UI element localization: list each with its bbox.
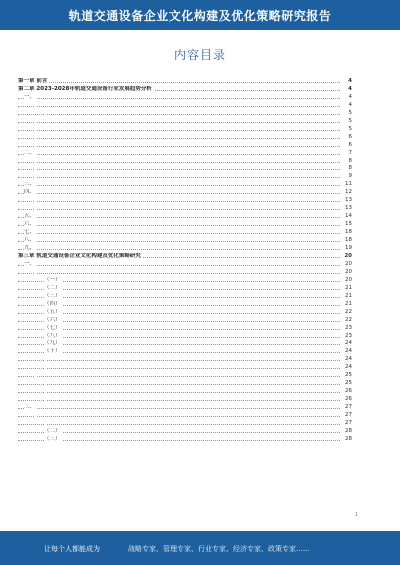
toc-entry-page: 26 (345, 396, 352, 403)
toc-entry[interactable] (18, 118, 352, 126)
toc-entry[interactable] (18, 348, 352, 356)
toc-entry[interactable] (18, 380, 352, 388)
toc-leader-dots (18, 193, 340, 194)
toc-entry[interactable] (18, 102, 352, 110)
toc-entry[interactable] (18, 173, 352, 181)
toc-entry-page: 23 (345, 324, 352, 331)
toc-chapter-entry[interactable] (18, 78, 352, 86)
toc-entry-text: 八、 (24, 237, 36, 244)
toc-entry-page: 25 (345, 372, 352, 379)
toc-entry-text (44, 420, 46, 426)
toc-entry-page: 20 (345, 276, 352, 283)
toc-entry[interactable] (18, 372, 352, 380)
toc-entry[interactable] (18, 317, 352, 325)
report-header-bar (0, 0, 400, 30)
toc-entry-text: 四、 (24, 189, 36, 196)
toc-entry-page: 24 (345, 348, 352, 355)
toc-entry-page: 4 (348, 93, 352, 100)
toc-entry-page: 19 (345, 245, 352, 252)
toc-leader-dots (18, 368, 340, 369)
toc-entry-text: 二、 (24, 149, 36, 156)
toc-entry-page: 20 (345, 260, 352, 267)
toc-entry-page: 5 (348, 117, 352, 124)
toc-entry-page: 21 (345, 284, 352, 291)
toc-entry-text (44, 388, 46, 394)
toc-entry[interactable] (18, 134, 352, 142)
toc-entry[interactable] (18, 110, 352, 118)
toc-entry-text (44, 356, 46, 362)
toc-leader-dots (18, 352, 340, 353)
toc-leader-dots (18, 265, 340, 266)
toc-chapter-entry[interactable] (18, 253, 352, 261)
toc-entry-page: 12 (345, 189, 352, 196)
toc-entry-page: 4 (348, 101, 352, 108)
toc-entry[interactable] (18, 189, 352, 197)
toc-entry-page: 23 (345, 332, 352, 339)
toc-entry-text (44, 396, 46, 402)
toc-entry[interactable] (18, 245, 352, 253)
toc-chapter-entry[interactable] (18, 86, 352, 94)
toc-entry[interactable] (18, 126, 352, 134)
toc-entry-page: 5 (348, 125, 352, 132)
toc-entry[interactable] (18, 396, 352, 404)
toc-leader-dots (18, 360, 340, 361)
toc-entry-page: 20 (344, 252, 352, 259)
toc-entry-page: 6 (348, 133, 352, 140)
page-number: 1 (354, 512, 358, 518)
toc-entry-text: （四） (44, 300, 61, 307)
toc-entry-text (34, 197, 36, 203)
toc-entry-text: （三） (44, 292, 61, 299)
toc-entry-text: （七） (44, 324, 61, 331)
toc-leader-dots (18, 98, 340, 99)
toc-entry-text: 第一章 前言 (18, 78, 48, 84)
toc-entry-page: 4 (348, 78, 352, 84)
toc-leader-dots (18, 313, 340, 314)
toc-leader-dots (18, 281, 340, 282)
toc-entry-page: 9 (348, 173, 352, 180)
toc-entry[interactable] (18, 309, 352, 317)
toc-entry-text: 五、 (24, 213, 36, 220)
toc-entry-page: 24 (345, 340, 352, 347)
toc-entry-page: 15 (345, 221, 352, 228)
toc-entry-page: 21 (345, 292, 352, 299)
footer-slogan: 让每个人都能成为 (44, 545, 100, 553)
toc-entry[interactable] (18, 404, 352, 412)
toc-leader-dots (18, 432, 340, 433)
toc-leader-dots (18, 416, 340, 417)
toc-entry[interactable] (18, 229, 352, 237)
toc-entry-text: 一、 (24, 93, 36, 100)
toc-leader-dots (18, 408, 340, 409)
toc-entry-page: 13 (345, 205, 352, 212)
toc-entry-text: （六） (44, 316, 61, 323)
toc-entry[interactable] (18, 436, 352, 444)
toc-entry-page: 22 (345, 316, 352, 323)
toc-entry-page: 28 (345, 427, 352, 434)
toc-leader-dots (18, 424, 340, 425)
toc-entry-page: 22 (345, 308, 352, 315)
toc-entry-text (44, 110, 46, 116)
toc-entry[interactable] (18, 213, 352, 221)
toc-entry-text (44, 364, 46, 370)
toc-leader-dots (18, 106, 340, 107)
toc-entry-text (34, 173, 36, 179)
toc-entry-text: 九、 (24, 245, 36, 252)
toc-entry-text (34, 205, 36, 211)
toc-entry-page: 14 (345, 213, 352, 220)
toc-entry-text: （八） (44, 332, 61, 339)
toc-leader-dots (18, 169, 340, 170)
toc-entry[interactable] (18, 94, 352, 102)
toc-leader-dots (18, 337, 340, 338)
toc-entry[interactable] (18, 388, 352, 396)
toc-leader-dots (18, 249, 340, 250)
toc-entry-text: 三、 (24, 181, 36, 188)
toc-entry[interactable] (18, 301, 352, 309)
toc-entry[interactable] (18, 205, 352, 213)
toc-entry-text: 第二章 2023-2028年轨道交通设备行业发展趋势分析 (18, 85, 152, 92)
toc-leader-dots (18, 241, 340, 242)
toc-entry-text: 一、 (24, 260, 36, 267)
toc-entry[interactable] (18, 356, 352, 364)
footer-expert-list: 战略专家、管理专家、行业专家、经济专家、政策专家…… (128, 545, 310, 553)
toc-entry-text: （五） (44, 308, 61, 315)
toc-entry[interactable] (18, 412, 352, 420)
toc-entry-text: （三） (44, 435, 61, 442)
toc-entry-page: 24 (345, 356, 352, 363)
toc-entry-page: 11 (345, 181, 352, 188)
toc-leader-dots (18, 185, 340, 186)
toc-leader-dots (18, 201, 340, 202)
toc-entry-text (34, 165, 36, 171)
toc-entry-page: 25 (345, 380, 352, 387)
toc-leader-dots (18, 146, 340, 147)
toc-entry[interactable] (18, 333, 352, 341)
toc-leader-dots (18, 130, 340, 131)
toc-leader-dots (18, 273, 340, 274)
toc-entry-text (34, 118, 36, 124)
toc-entry-text: 七、 (24, 229, 36, 236)
toc-leader-dots (18, 440, 340, 441)
toc-entry[interactable] (18, 142, 352, 150)
toc-entry-page: 6 (348, 141, 352, 148)
toc-leader-dots (18, 297, 340, 298)
toc-leader-dots (18, 384, 340, 385)
toc-leader-dots (18, 289, 340, 290)
toc-entry[interactable] (18, 277, 352, 285)
toc-leader-dots (18, 154, 340, 155)
toc-entry[interactable] (18, 325, 352, 333)
toc-entry-page: 28 (345, 435, 352, 442)
toc-entry-page: 7 (348, 149, 352, 156)
toc-entry[interactable] (18, 340, 352, 348)
toc-leader-dots (18, 82, 340, 83)
toc-entry-text: （二） (44, 427, 61, 434)
toc-entry[interactable] (18, 181, 352, 189)
toc-leader-dots (18, 400, 340, 401)
toc-entry-text (34, 412, 36, 418)
toc-entry-page: 18 (345, 237, 352, 244)
toc-entry-text (34, 126, 36, 132)
toc-leader-dots (18, 122, 340, 123)
toc-entry-text: （二） (44, 284, 61, 291)
footer-bar (0, 531, 400, 565)
toc-heading: 内容目录 (173, 48, 226, 62)
toc-leader-dots (18, 321, 340, 322)
toc-entry-page: 26 (345, 388, 352, 395)
toc-entry[interactable] (18, 285, 352, 293)
toc-entry-text (34, 134, 36, 140)
toc-entry-page: 21 (345, 300, 352, 307)
toc-entry-text (34, 102, 36, 108)
toc-entry-page: 4 (348, 85, 352, 92)
toc-entry[interactable] (18, 428, 352, 436)
toc-entry-page: 27 (345, 412, 352, 419)
toc-entry-page: 27 (345, 404, 352, 411)
toc-entry-text: 六、 (24, 221, 36, 228)
toc-leader-dots (18, 329, 340, 330)
toc-leader-dots (18, 344, 340, 345)
toc-entry-text: （九） (44, 340, 61, 347)
toc-entry-page: 8 (348, 157, 352, 164)
toc-leader-dots (18, 138, 340, 139)
toc-entry-text: 第三章 轨道交通设备企业文化构建及优化策略研究 (18, 252, 141, 259)
toc-entry-page: 27 (345, 419, 352, 426)
toc-entry[interactable] (18, 261, 352, 269)
toc-entry[interactable] (18, 197, 352, 205)
toc-entry-text (34, 372, 36, 378)
toc-entry[interactable] (18, 237, 352, 245)
toc-entry[interactable] (18, 293, 352, 301)
toc-leader-dots (18, 233, 340, 234)
toc-entry-page: 24 (345, 364, 352, 371)
toc-entry[interactable] (18, 158, 352, 166)
toc-entry[interactable] (18, 165, 352, 173)
toc-entry-text (44, 380, 46, 386)
toc-entry-text: （一） (44, 276, 61, 283)
toc-entry-text: （十） (44, 348, 61, 355)
toc-leader-dots (18, 305, 340, 306)
toc-entry-page: 13 (345, 197, 352, 204)
toc-entry-page: 18 (345, 229, 352, 236)
toc-entry[interactable] (18, 364, 352, 372)
table-of-contents (18, 78, 352, 508)
toc-entry-text (34, 269, 36, 275)
toc-leader-dots (18, 225, 340, 226)
toc-entry-text (34, 158, 36, 164)
toc-leader-dots (18, 217, 340, 218)
toc-entry-text (34, 142, 36, 148)
report-title: 轨道交通设备企业文化构建及优化策略研究报告 (68, 8, 332, 23)
toc-entry-page: 8 (348, 165, 352, 172)
toc-entry[interactable] (18, 269, 352, 277)
toc-entry[interactable] (18, 150, 352, 158)
toc-leader-dots (18, 392, 340, 393)
toc-leader-dots (18, 376, 340, 377)
toc-entry-page: 5 (348, 109, 352, 116)
toc-entry[interactable] (18, 420, 352, 428)
toc-entry[interactable] (18, 221, 352, 229)
toc-leader-dots (18, 162, 340, 163)
toc-leader-dots (18, 177, 340, 178)
toc-leader-dots (18, 209, 340, 210)
toc-entry-page: 20 (345, 268, 352, 275)
toc-leader-dots (18, 114, 340, 115)
toc-entry-text: 二、 (24, 404, 36, 411)
